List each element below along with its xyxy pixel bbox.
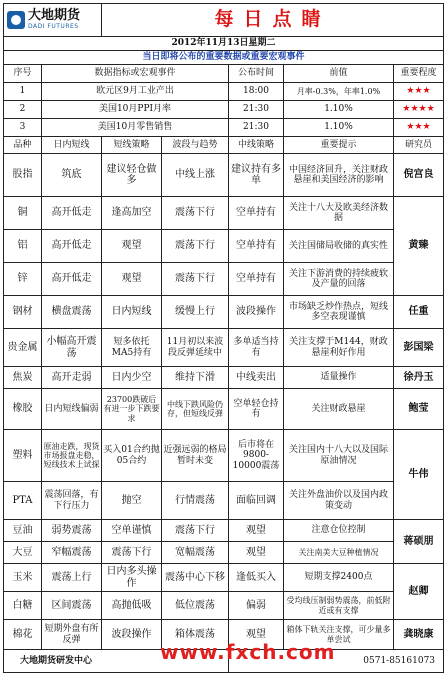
market-mid: 逢低买入 — [229, 564, 284, 592]
market-tip: 适量操作 — [284, 367, 394, 389]
market-name: 橡胶 — [4, 389, 42, 430]
importance-stars: ★★★★ — [394, 101, 444, 119]
market-row — [4, 542, 444, 564]
market-trend: 宽幅震荡 — [162, 542, 229, 564]
markets-col-strategy: 短线策略 — [102, 137, 162, 154]
researcher: 赵卿 — [394, 564, 444, 620]
market-name: 铜 — [4, 197, 42, 230]
market-tip: 短期支撑2400点 — [284, 564, 394, 592]
market-trend: 中线下跌风险仍存，但短线反弹 — [162, 389, 229, 430]
logo-mark-icon — [7, 11, 25, 29]
market-mid: 观望 — [229, 542, 284, 564]
events-col-importance: 重要程度 — [394, 65, 444, 83]
market-tip: 箱体下轨关注支撑，可少量多单尝试 — [284, 620, 394, 650]
market-tip: 受均线压制弱势震荡，前低附近或有支撑 — [284, 592, 394, 620]
market-short: 区间震荡 — [42, 592, 102, 620]
market-strategy: 抛空 — [102, 482, 162, 520]
market-strategy: 短多依托MA5持有 — [102, 329, 162, 367]
market-trend: 震荡中心下移 — [162, 564, 229, 592]
market-row — [4, 520, 444, 542]
market-short: 筑底 — [42, 154, 102, 197]
market-mid: 波段操作 — [229, 296, 284, 329]
market-mid: 后市将在9800-10000震荡 — [229, 430, 284, 482]
market-strategy: 震荡下行 — [102, 542, 162, 564]
market-short: 高开走弱 — [42, 367, 102, 389]
market-short: 高开低走 — [42, 230, 102, 263]
market-strategy: 建议轻仓做多 — [102, 154, 162, 197]
daily-briefing-sheet — [3, 3, 443, 676]
market-mid: 多单适当持有 — [229, 329, 284, 367]
event-no: 2 — [4, 101, 42, 119]
market-name: 白糖 — [4, 592, 42, 620]
event-row — [4, 101, 444, 119]
event-prev: 1.10% — [284, 119, 394, 137]
market-strategy: 观望 — [102, 230, 162, 263]
market-strategy: 波段操作 — [102, 620, 162, 650]
briefing-table — [3, 3, 444, 673]
market-name: 焦炭 — [4, 367, 42, 389]
market-row — [4, 592, 444, 620]
market-short: 短期外盘有所反弹 — [42, 620, 102, 650]
market-trend: 行情震荡 — [162, 482, 229, 520]
market-name: PTA — [4, 482, 42, 520]
events-col-no: 序号 — [4, 65, 42, 83]
market-name: 大豆 — [4, 542, 42, 564]
market-mid: 观望 — [229, 620, 284, 650]
event-time: 21:30 — [229, 119, 284, 137]
market-mid: 空单持有 — [229, 230, 284, 263]
market-name: 塑料 — [4, 430, 42, 482]
market-trend: 震荡下行 — [162, 197, 229, 230]
market-name: 豆油 — [4, 520, 42, 542]
event-no: 1 — [4, 83, 42, 101]
market-mid: 建议持有多单 — [229, 154, 284, 197]
report-date: 2012年11月13日星期二 — [4, 37, 444, 51]
market-name: 棉花 — [4, 620, 42, 650]
market-name: 贵金属 — [4, 329, 42, 367]
market-short: 窄幅震荡 — [42, 542, 102, 564]
market-trend: 低位震荡 — [162, 592, 229, 620]
market-strategy: 日内少空 — [102, 367, 162, 389]
market-trend: 震荡下行 — [162, 263, 229, 296]
researcher: 鲍莹 — [394, 389, 444, 430]
event-name: 欧元区9月工业产出 — [42, 83, 229, 101]
market-trend: 维持下滑 — [162, 367, 229, 389]
market-row — [4, 430, 444, 482]
market-short: 日内短线偏弱 — [42, 389, 102, 430]
researcher: 彭国梁 — [394, 329, 444, 367]
market-strategy: 观望 — [102, 263, 162, 296]
markets-col-researcher: 研究员 — [394, 137, 444, 154]
market-name: 玉米 — [4, 564, 42, 592]
market-trend: 震荡下行 — [162, 520, 229, 542]
market-short: 横盘震荡 — [42, 296, 102, 329]
market-mid: 观望 — [229, 520, 284, 542]
market-row — [4, 389, 444, 430]
market-tip: 关注十八大及欧美经济数据 — [284, 197, 394, 230]
market-row — [4, 197, 444, 230]
market-row — [4, 564, 444, 592]
market-strategy: 空单谨慎 — [102, 520, 162, 542]
market-mid: 中线卖出 — [229, 367, 284, 389]
footer-phone: 0571-85161073 — [229, 650, 444, 673]
market-short: 高开低走 — [42, 197, 102, 230]
watermark: www.fxch.com — [160, 640, 336, 664]
market-tip: 市场缺乏炒作热点，短线多空表现谨慎 — [284, 296, 394, 329]
market-name: 铝 — [4, 230, 42, 263]
market-row — [4, 230, 444, 263]
event-name: 美国10月PPI月率 — [42, 101, 229, 119]
events-col-prev: 前值 — [284, 65, 394, 83]
markets-col-trend: 波段与趋势 — [162, 137, 229, 154]
market-tip: 关注下游消费的持续疲软及产量的回落 — [284, 263, 394, 296]
market-mid: 空单持有 — [229, 263, 284, 296]
market-name: 钢材 — [4, 296, 42, 329]
event-prev: 1.10% — [284, 101, 394, 119]
market-tip: 注意仓位控制 — [284, 520, 394, 542]
market-trend: 11月初以来波段反弹延续中 — [162, 329, 229, 367]
importance-stars: ★★★ — [394, 83, 444, 101]
markets-col-name: 品种 — [4, 137, 42, 154]
market-short: 弱势震荡 — [42, 520, 102, 542]
market-row — [4, 329, 444, 367]
event-name: 美国10月零售销售 — [42, 119, 229, 137]
market-strategy: 日内多头操作 — [102, 564, 162, 592]
markets-col-mid: 中线策略 — [229, 137, 284, 154]
events-col-event: 数据指标或宏观事件 — [42, 65, 229, 83]
event-row — [4, 83, 444, 101]
event-time: 18:00 — [229, 83, 284, 101]
importance-stars: ★★★ — [394, 119, 444, 137]
page-title: 每日点睛 — [102, 4, 444, 37]
market-name: 股指 — [4, 154, 42, 197]
market-trend: 震荡下行 — [162, 230, 229, 263]
market-row — [4, 482, 444, 520]
researcher: 任重 — [394, 296, 444, 329]
researcher: 徐丹玉 — [394, 367, 444, 389]
market-trend: 缓慢上行 — [162, 296, 229, 329]
markets-col-tip: 重要提示 — [284, 137, 394, 154]
market-strategy: 买入01合约抛05合约 — [102, 430, 162, 482]
market-strategy: 日内短线 — [102, 296, 162, 329]
market-row — [4, 367, 444, 389]
market-trend: 箱体震荡 — [162, 620, 229, 650]
market-row — [4, 154, 444, 197]
researcher: 龚晓康 — [394, 620, 444, 650]
logo-en: DADI FUTURES — [28, 23, 79, 31]
markets-header-row — [4, 137, 444, 154]
market-trend: 中线上涨 — [162, 154, 229, 197]
market-strategy: 23700跌破后有进一步下跌要求 — [102, 389, 162, 430]
researcher: 黄臻 — [394, 197, 444, 296]
market-strategy: 高抛低吸 — [102, 592, 162, 620]
market-name: 锌 — [4, 263, 42, 296]
researcher: 蒋硕朋 — [394, 520, 444, 564]
markets-col-short: 日内短线 — [42, 137, 102, 154]
market-strategy: 逢高加空 — [102, 197, 162, 230]
market-mid: 偏弱 — [229, 592, 284, 620]
market-mid: 面临回调 — [229, 482, 284, 520]
market-mid: 空单持有 — [229, 197, 284, 230]
events-col-time: 公布时间 — [229, 65, 284, 83]
market-short: 震荡回落，有下行压力 — [42, 482, 102, 520]
logo-cn: 大地期货 — [28, 8, 81, 24]
market-mid: 空单轻仓持有 — [229, 389, 284, 430]
footer-org: 大地期货研发中心 — [4, 650, 229, 673]
logo — [4, 4, 102, 37]
market-short: 原油走跌，现货市场报盘走稳，短线技术上试探 — [42, 430, 102, 482]
market-trend: 近强远弱的格局暂时未变 — [162, 430, 229, 482]
market-short: 高开低走 — [42, 263, 102, 296]
market-tip: 中国经济回升，关注财政悬崖和美国经济的影响 — [284, 154, 394, 197]
event-no: 3 — [4, 119, 42, 137]
market-tip: 关注外盘油价以及国内政策变动 — [284, 482, 394, 520]
events-header-row — [4, 65, 444, 83]
market-short: 震荡上行 — [42, 564, 102, 592]
event-prev: 月率-0.3%，年率1.0% — [284, 83, 394, 101]
market-tip: 关注财政悬崖 — [284, 389, 394, 430]
market-short: 小幅高开震荡 — [42, 329, 102, 367]
market-tip: 关注国内十八大以及国际原油情况 — [284, 430, 394, 482]
market-tip: 关注支撑于M144，财政悬崖利好作用 — [284, 329, 394, 367]
researcher: 倪宫良 — [394, 154, 444, 197]
researcher: 牛伟 — [394, 430, 444, 520]
market-tip: 关注国储局收储的真实性 — [284, 230, 394, 263]
events-subtitle: 当日即将公布的重要数据或重要宏观事件 — [4, 51, 444, 65]
market-row — [4, 296, 444, 329]
market-tip: 关注南美大豆种植情况 — [284, 542, 394, 564]
event-time: 21:30 — [229, 101, 284, 119]
market-row — [4, 263, 444, 296]
event-row — [4, 119, 444, 137]
